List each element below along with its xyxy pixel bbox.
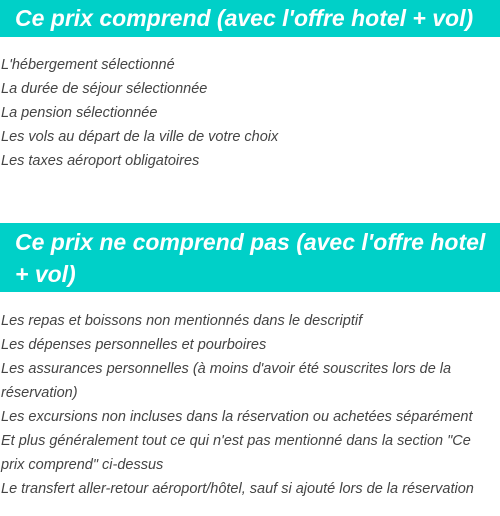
list-item: Les assurances personnelles (à moins d'avoir été souscrites lors de la réservation) [1, 361, 452, 401]
list-item: Les taxes aéroport obligatoires [1, 153, 200, 169]
list-item: Les dépenses personnelles et pourboires [1, 337, 267, 353]
included-section-header [0, 0, 500, 37]
list-item: L'hébergement sélectionné [1, 57, 175, 73]
included-items-list [0, 53, 500, 173]
list-item: Les vols au départ de la ville de votre choix [1, 129, 279, 145]
list-item: Les excursions non incluses dans la réservation ou achetées séparément [1, 409, 473, 425]
excluded-items-list [0, 309, 500, 501]
list-item: La pension sélectionnée [1, 105, 158, 121]
list-item: Et plus généralement tout ce qui n'est pas mentionné dans la section "Ce prix comprend" ci-dessus [1, 433, 471, 473]
excluded-section-title: Ce prix ne comprend pas (avec l'offre hotel + vol) [15, 229, 486, 287]
list-item: Le transfert aller-retour aéroport/hôtel, sauf si ajouté lors de la réservation [1, 481, 474, 497]
included-section-title: Ce prix comprend (avec l'offre hotel + vol) [15, 5, 474, 31]
list-item: La durée de séjour sélectionnée [1, 81, 208, 97]
list-item: Les repas et boissons non mentionnés dans le descriptif [1, 313, 363, 329]
excluded-section-header [0, 223, 500, 292]
